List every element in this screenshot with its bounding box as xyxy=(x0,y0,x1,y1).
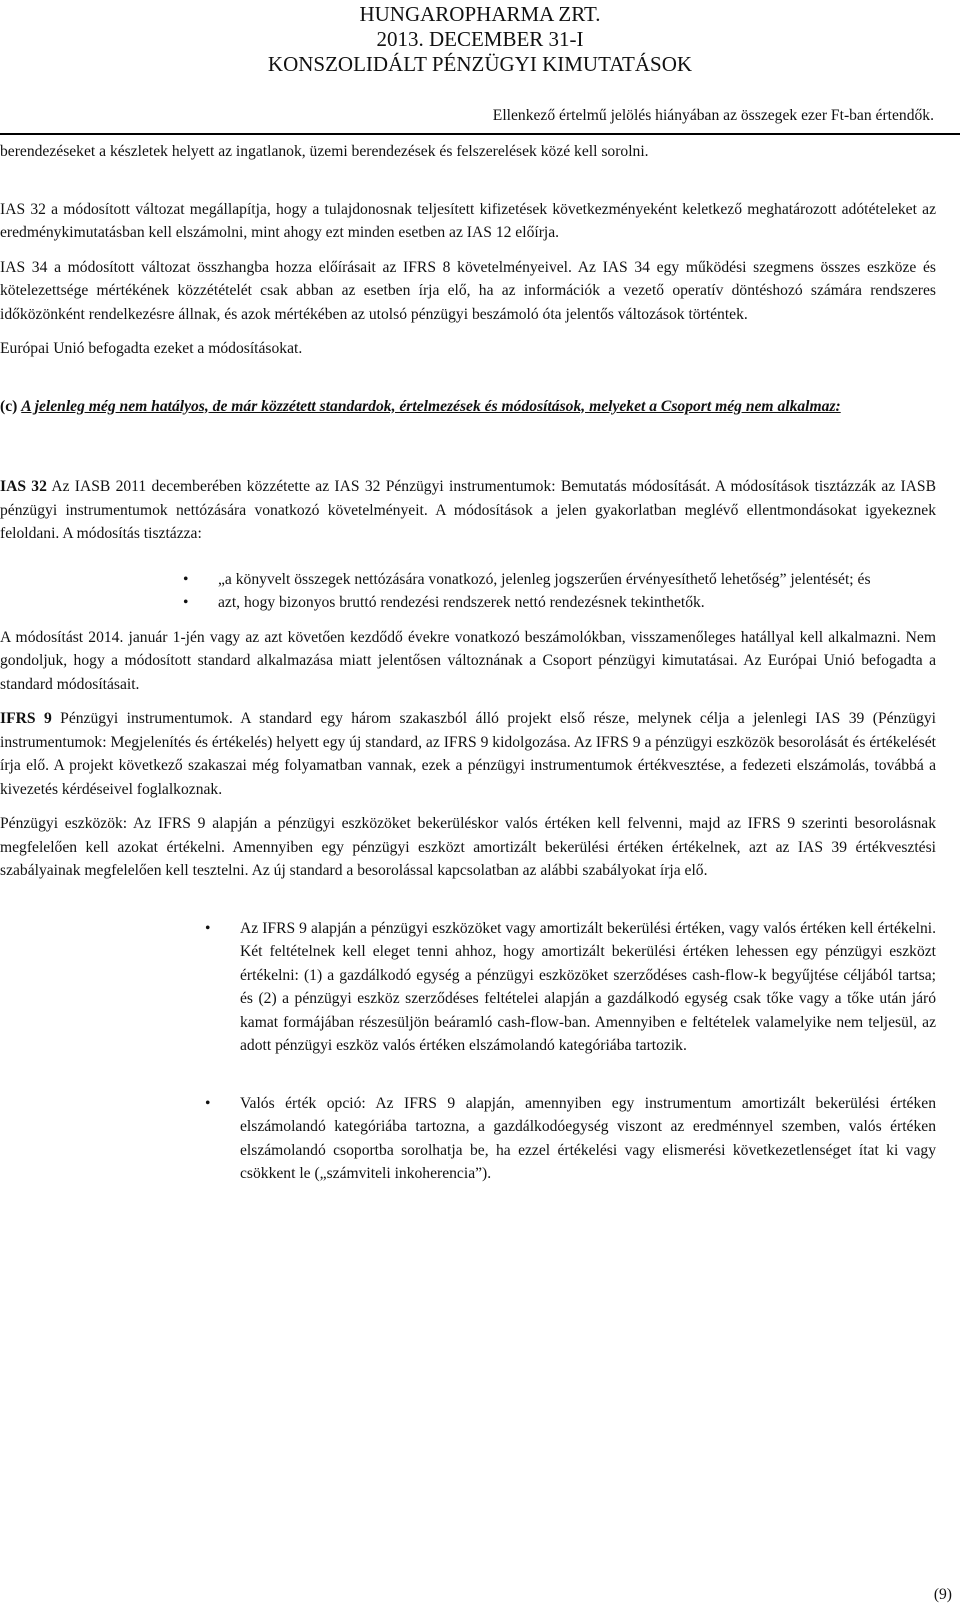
list-item xyxy=(0,591,936,615)
report-date: 2013. DECEMBER 31-I xyxy=(376,27,584,51)
ifrs9-lead: IFRS 9 xyxy=(0,710,52,727)
bullet-icon: • xyxy=(183,570,189,588)
section-c-title: A jelenleg még nem hatályos, de már közzétett standardok, értelmezések és módosítások, melyeket a Csoport még nem alkalmaz: xyxy=(21,397,841,415)
section-c-prefix: (c) xyxy=(0,397,22,415)
paragraph-ias34-amend: IAS 34 a módosított változat összhangba hozza előírásait az IFRS 8 követelményeivel. Az IAS 34 egy működési szegmens összes eszköze és kötelezettsége mértékének közzétételét csak abban az esetben írja elő, ha az információk a vezető operatív döntéshozó számára rendszeres időközönként rendelkezésre állnak, és azok mértékében az utolsó pénzügyi beszámoló óta jelentős változások történtek. xyxy=(0,258,936,323)
ias32-text: Az IASB 2011 decemberében közzétette az IAS 32 Pénzügyi instrumentumok: Bemutatás módosítását. A módosítások tisztázzák az IASB pénzügyi instrumentumok nettózására vonatkozó követelményeit. A módosítások a jelen gyakorlatban meglévő ellentmondásokat igyekeznek feloldani. A módosítás tisztázza: xyxy=(0,478,936,542)
list-item xyxy=(0,1092,936,1186)
bullet-icon: • xyxy=(205,1094,211,1112)
page-number: (9) xyxy=(933,1585,952,1603)
document-body xyxy=(0,140,936,1186)
page-header xyxy=(0,2,960,124)
bullet-icon: • xyxy=(205,919,211,937)
bullet-icon: • xyxy=(183,594,189,611)
unit-note: Ellenkező értelmű jelölés hiányában az összegek ezer Ft-ban értendők. xyxy=(492,107,934,124)
header-rule xyxy=(0,133,960,135)
list-item-text: Az IFRS 9 alapján a pénzügyi eszközöket vagy amortizált bekerülési értéken, vagy valós értéken kell értékelni. Két feltételnek kell eleget tenni ahhoz, hogy amortizált bekerülési értéken lehessen egy pénzügyi eszközt értékelni: (1) a gazdálkodó egység a pénzügyi eszközöket szerződéses cash-flow-k begyűjtése céljából tartsa; és (2) a pénzügyi eszköz szerződéses feltételei alapján a gazdálkodó egység csak tőke vagy a tőke után járó kamat formájában részesüljön beáramló cash-flow-ban. Amennyiben e feltételek valamelyike nem teljesül, az adott pénzügyi eszköz valós értéken elszámolandó kategóriába tartozik. xyxy=(240,919,936,1054)
paragraph-application: A módosítást 2014. január 1-jén vagy az azt követően kezdődő évekre vonatkozó beszámolókban, visszamenőleges hatállyal kell alkalmazni. Nem gondoljuk, hogy a módosított standard alkalmazása miatt jelentősen változnának a Csoport pénzügyi kimutatásai. Az Európai Unió befogadta a standard módosításait. xyxy=(0,628,936,693)
paragraph-eu-adoption: Európai Unió befogadta ezeket a módosításokat. xyxy=(0,340,303,357)
paragraph-ias32 xyxy=(0,475,936,546)
list-item-text: Valós érték opció: Az IFRS 9 alapján, amennyiben egy instrumentum amortizált bekerülési értéken elszámolandó kategóriába tartozna, a gazdálkodóegység viszont az eredménnyel szemben, valós értéken elszámolandó csoportba sorolhatja be, ha ezzel értékelési vagy elismerési következetlenséget ítat ki vagy csökkent le („számviteli inkoherencia”). xyxy=(240,1094,936,1182)
list-item xyxy=(0,917,936,1058)
paragraph: berendezéseket a készletek helyett az ingatlanok, üzemi berendezések és felszerelések közé kell sorolni. xyxy=(0,143,649,160)
section-c-heading xyxy=(0,395,936,419)
ias32-lead: IAS 32 xyxy=(0,478,47,495)
list-item-text: „a könyvelt összegek nettózására vonatkozó, jelenleg jogszerűen érvényesíthető lehetőség” jelentését; és xyxy=(218,570,871,588)
paragraph-ifrs9 xyxy=(0,707,936,801)
bullet-list-ifrs9 xyxy=(0,917,936,1186)
paragraph-ias32-amend: IAS 32 a módosított változat megállapítja, hogy a tulajdonosnak teljesített kifizetések következményeként keletkező meghatározott adótételeket az eredménykimutatásban kell elszámolni, mint ahogy ezt minden esetben az IAS 12 előírja. xyxy=(0,200,936,241)
ifrs9-text: Pénzügyi instrumentumok. A standard egy három szakaszból álló projekt első része, melynek célja a jelenlegi IAS 39 (Pénzügyi instrumentumok: Megjelenítés és értékelés) helyett egy új standard, az IFRS 9 kidolgozása. Az IFRS 9 a pénzügyi eszközök besorolását és értékelését írja elő. A projekt következő szakaszai még folyamatban vannak, ezek a pénzügyi instrumentumok értékvesztése, a fedezeti elszámolás, továbbá a kivezetés kérdéseivel foglalkoznak. xyxy=(0,710,936,798)
company-name: HUNGAROPHARMA ZRT. xyxy=(359,2,601,26)
list-item xyxy=(0,568,936,592)
report-title: KONSZOLIDÁLT PÉNZÜGYI KIMUTATÁSOK xyxy=(267,52,693,76)
bullet-list-ias32 xyxy=(0,568,936,615)
list-item-text: azt, hogy bizonyos bruttó rendezési rendszerek nettó rendezésnek tekinthetők. xyxy=(218,594,705,611)
paragraph-financial-assets: Pénzügyi eszközök: Az IFRS 9 alapján a pénzügyi eszközöket bekerüléskor valós értéken kell felvenni, majd az IFRS 9 szerinti besorolásnak megfelelően kell azokat értékelni. Amennyiben egy pénzügyi eszközt amortizált bekerülési értéken értékelnek, azt az IAS 39 értékvesztési szabályainak megfelelően kell tesztelni. Az új standard a besorolással kapcsolatban az alábbi szabályokat írja elő. xyxy=(0,815,936,879)
